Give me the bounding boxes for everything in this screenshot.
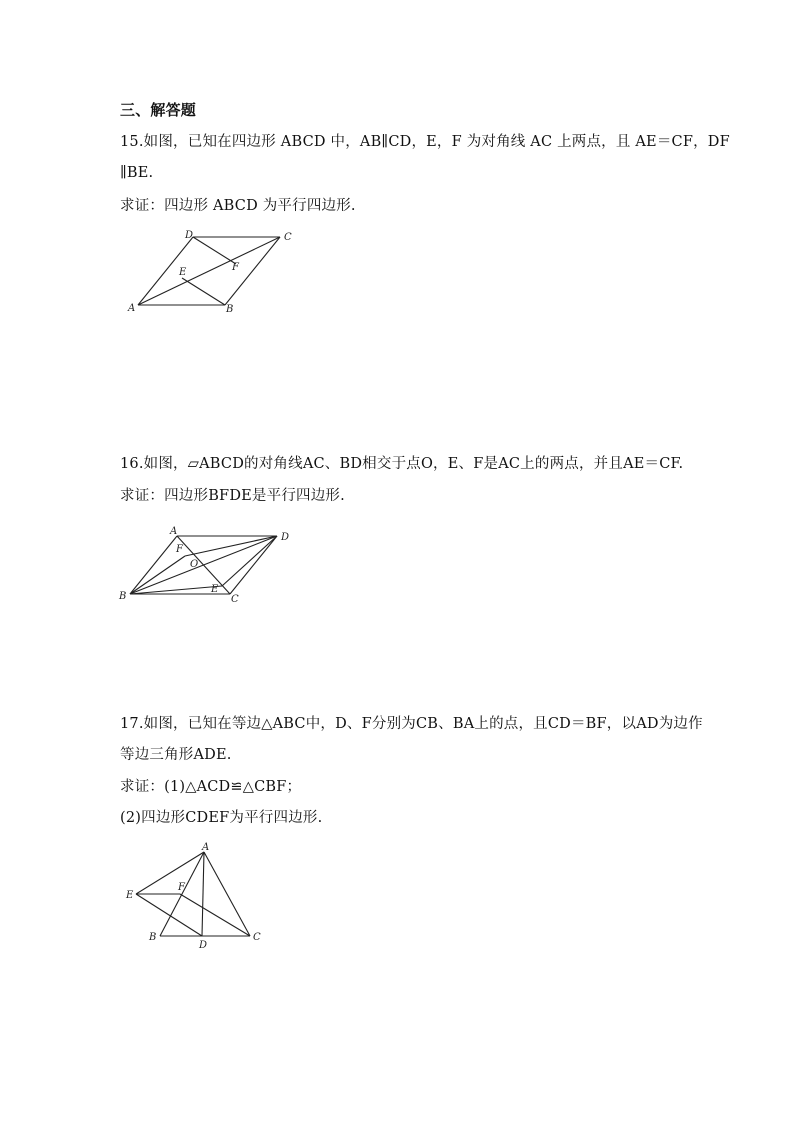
- fig16-label-e: E: [211, 584, 219, 595]
- figure-15-parallelogram: [120, 225, 310, 320]
- problem-17-line-3: 求证：(1)△ACD≌△CBF；: [120, 779, 302, 795]
- fig15-segment-df: [193, 237, 236, 264]
- fig17-segment-ed: [136, 894, 202, 936]
- problem-17-line-2: 等边三角形ADE.: [120, 747, 232, 763]
- fig16-label-o: O: [190, 559, 199, 570]
- problem-17-line-4: (2)四边形CDEF为平行四边形.: [120, 810, 323, 826]
- fig17-label-d: D: [199, 940, 208, 951]
- figure-16-parallelogram: [115, 522, 305, 607]
- fig17-label-c: C: [253, 932, 261, 943]
- problem-17-line-1: 17.如图，已知在等边△ABC中，D、F分别为CB、BA上的点，且CD＝BF，以AD为边作: [120, 716, 703, 732]
- fig17-side-ac: [204, 852, 250, 936]
- fig15-label-f: F: [232, 262, 239, 273]
- fig17-segment-ae: [136, 852, 204, 894]
- fig17-label-f: F: [178, 882, 185, 893]
- section-title: 三、解答题: [120, 101, 197, 119]
- fig17-segment-cf: [180, 894, 250, 936]
- figure-17-triangles: [120, 840, 270, 955]
- fig16-segment-eb: [130, 586, 222, 594]
- fig17-label-b: B: [149, 932, 157, 943]
- problem-16-line-2: 求证：四边形BFDE是平行四边形.: [120, 488, 345, 504]
- problem-15-line-1: 15.如图，已知在四边形 ABCD 中，AB∥CD，E，F 为对角线 AC 上两点，且 AE＝CF，DF: [120, 134, 730, 150]
- fig16-label-c: C: [231, 594, 239, 605]
- fig15-label-d: D: [185, 230, 194, 241]
- fig15-label-a: A: [128, 303, 136, 314]
- fig17-label-a: A: [202, 842, 210, 853]
- fig16-label-a: A: [170, 526, 178, 537]
- fig15-label-e: E: [179, 267, 187, 278]
- fig16-label-f: F: [176, 544, 183, 555]
- fig16-label-b: B: [119, 591, 127, 602]
- fig15-segment-be: [182, 278, 225, 305]
- fig16-label-d: D: [281, 532, 290, 543]
- fig15-label-c: C: [284, 232, 292, 243]
- problem-16-line-1: 16.如图，▱ABCD的对角线AC、BD相交于点O，E、F是AC上的两点，并且AE＝CF.: [120, 456, 684, 472]
- problem-15-line-2: ∥BE.: [120, 165, 154, 181]
- problem-15-line-3: 求证：四边形 ABCD 为平行四边形.: [120, 198, 356, 214]
- fig16-diagonal-bd: [130, 536, 277, 594]
- fig17-label-e: E: [126, 890, 134, 901]
- fig16-segment-de: [222, 536, 277, 586]
- fig17-segment-ad: [202, 852, 204, 936]
- fig15-label-b: B: [226, 304, 234, 315]
